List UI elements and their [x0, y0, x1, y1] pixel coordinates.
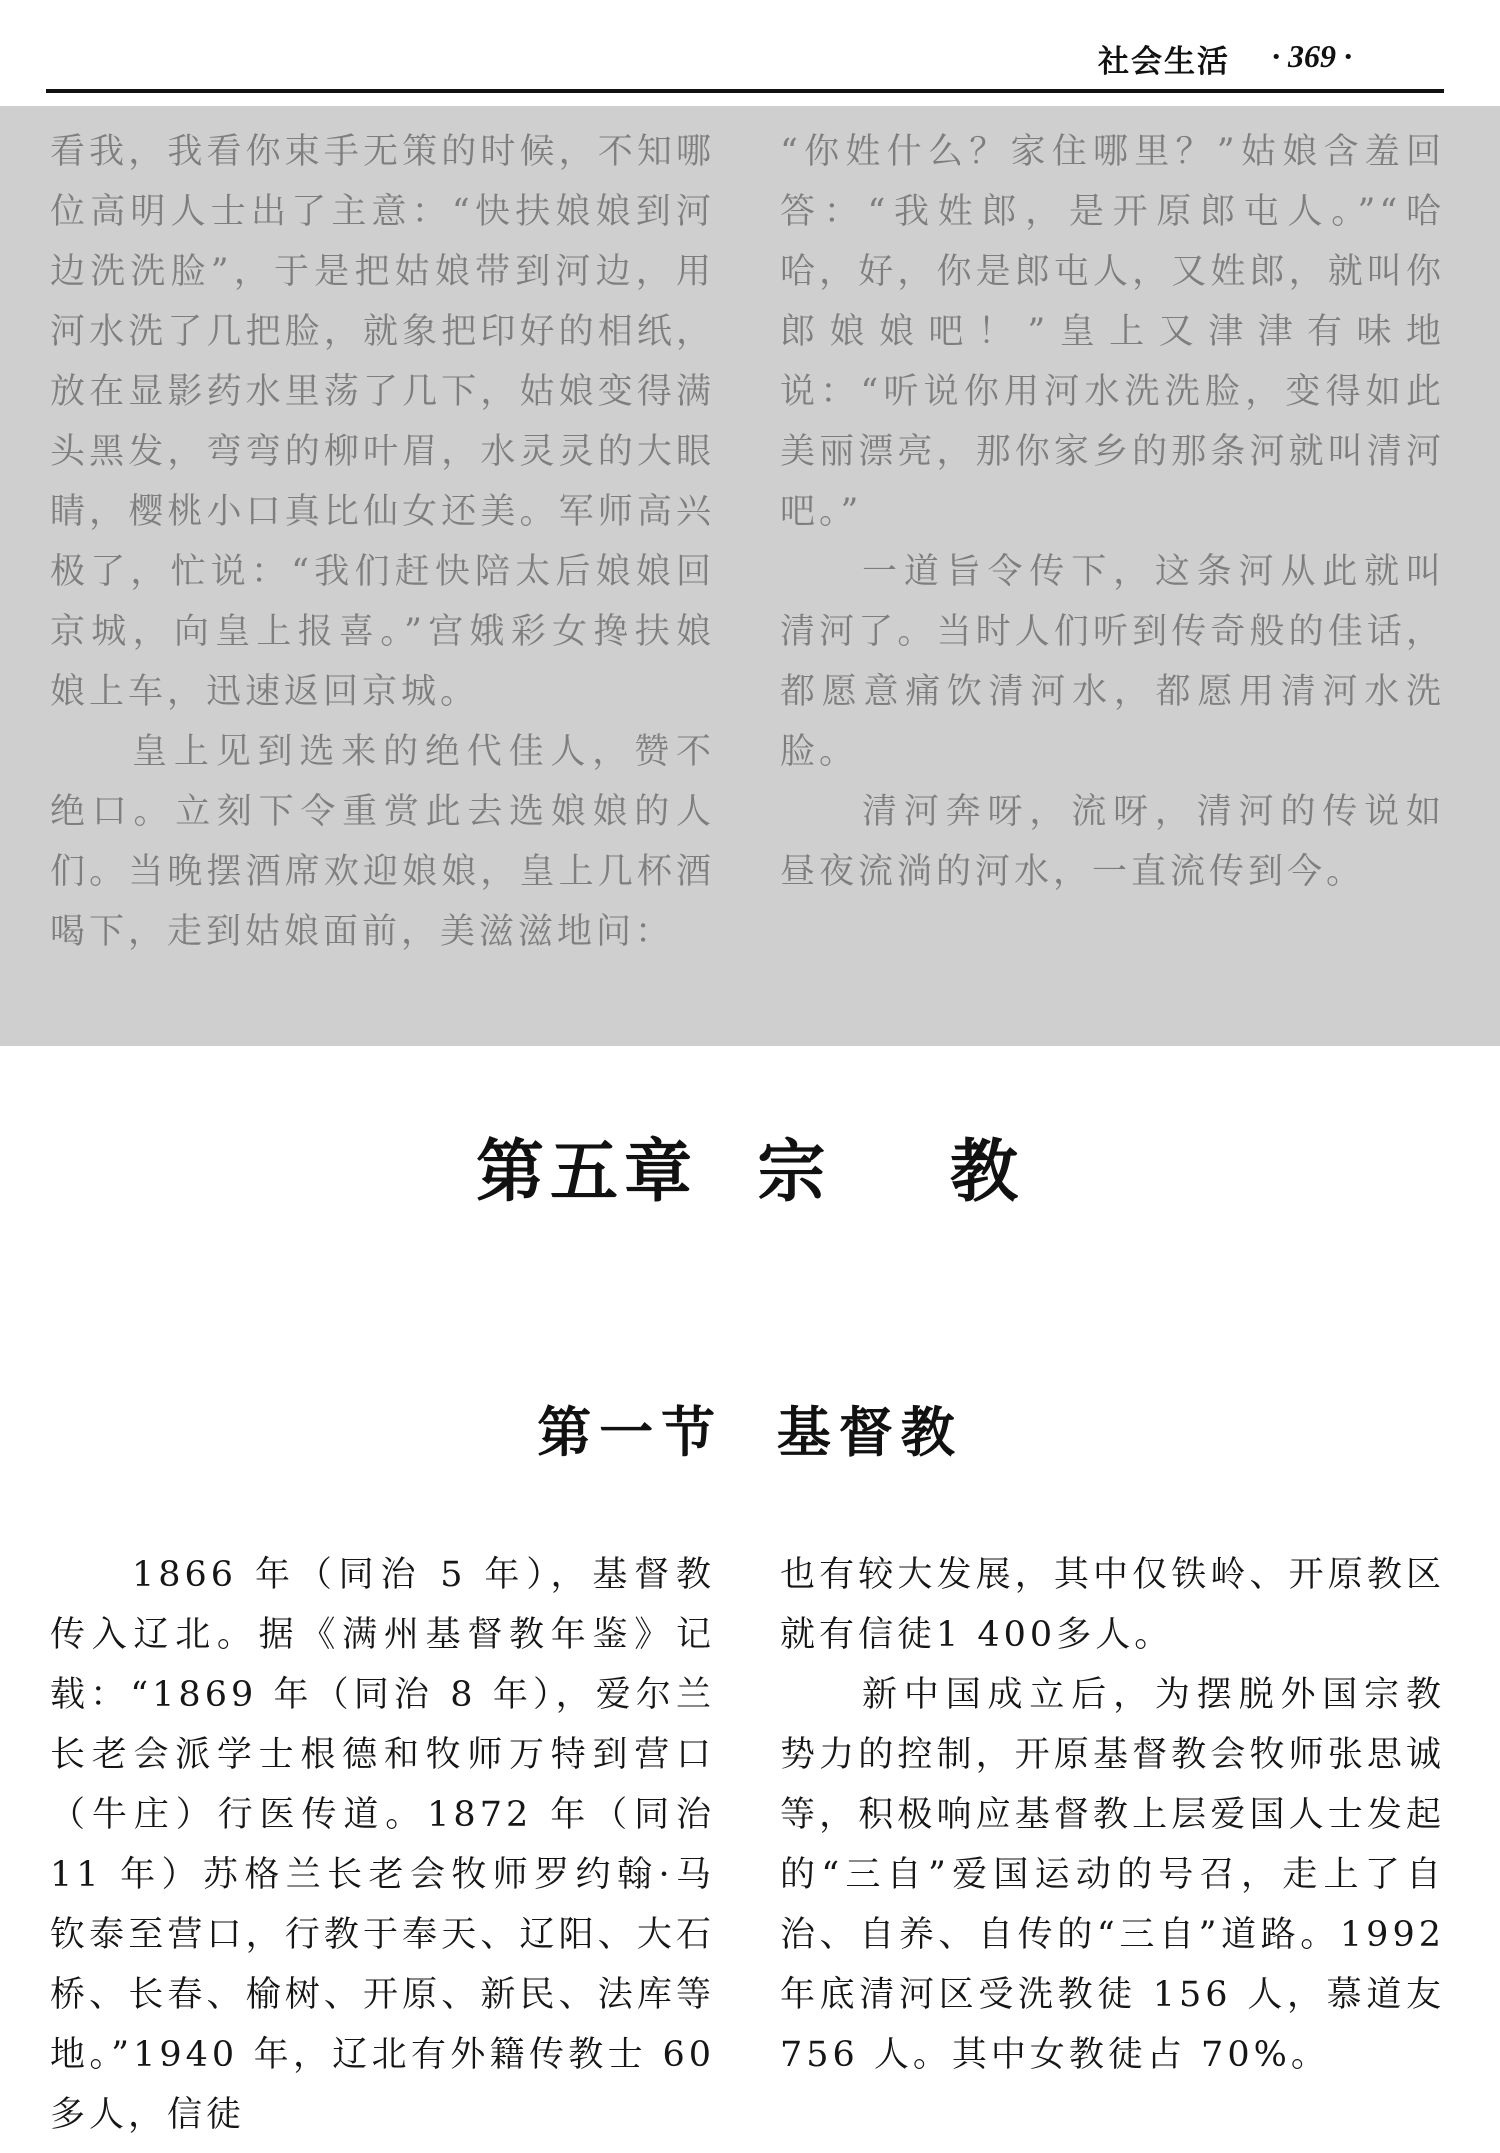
story-paragraph: 皇上见到选来的绝代佳人，赞不绝口。立刻下令重赏此去选娘娘的人们。当晚摆酒席欢迎娘娘，皇上几杯酒喝下，走到姑娘面前，美滋滋地问：	[50, 732, 715, 952]
body-right-column	[780, 1545, 1445, 2085]
section-title: 第一节 基督教	[537, 1400, 963, 1464]
body-paragraph: 也有较大发展，其中仅铁岭、开原教区就有信徒1 400多人。	[780, 1555, 1445, 1655]
page-number: · 369 ·	[1272, 38, 1352, 74]
story-paragraph: “你姓什么？家住哪里？”姑娘含羞回答：“我姓郎，是开原郎屯人。”“哈哈，好，你是郎屯人，又姓郎，就叫你郎娘娘吧！”皇上又津津有味地说：“听说你用河水洗洗脸，变得如此美丽漂亮，那你家乡的那条河就叫清河吧。”	[780, 132, 1445, 532]
body-paragraph: 新中国成立后，为摆脱外国宗教势力的控制，开原基督教会牧师张思诚等，积极响应基督教上层爱国人士发起的“三自”爱国运动的号召，走上了自治、自养、自传的“三自”道路。1992 年底清河区受洗教徒 156 人，慕道友 756 人。其中女教徒占 70%。	[780, 1675, 1445, 2075]
story-left-column	[50, 122, 715, 962]
story-paragraph: 看我，我看你束手无策的时候，不知哪位高明人士出了主意：“快扶娘娘到河边洗洗脸”，于是把姑娘带到河边，用河水洗了几把脸，就象把印好的相纸，放在显影药水里荡了几下，姑娘变得满头黑发，弯弯的柳叶眉，水灵灵的大眼睛，樱桃小口真比仙女还美。军师高兴极了，忙说：“我们赶快陪太后娘娘回京城，向皇上报喜。”宫娥彩女搀扶娘娘上车，迅速返回京城。	[50, 132, 715, 712]
running-head: 社会生活	[1098, 44, 1230, 80]
story-right-column	[780, 122, 1445, 902]
header-rule	[46, 89, 1444, 93]
story-paragraph: 清河奔呀，流呀，清河的传说如昼夜流淌的河水，一直流传到今。	[780, 792, 1445, 892]
chapter-title: 第五章 宗 教	[475, 1133, 1025, 1212]
body-left-column	[50, 1545, 715, 2145]
body-paragraph: 1866 年（同治 5 年），基督教传入辽北。据《满州基督教年鉴》记载：“1869 年（同治 8 年），爱尔兰长老会派学士根德和牧师万特到营口（牛庄）行医传道。1872 年（同治 11 年）苏格兰长老会牧师罗约翰·马钦泰至营口，行教于奉天、辽阳、大石桥、长春、榆树、开原、新民、法库等地。”1940 年，辽北有外籍传教士 60 多人，信徒	[50, 1555, 715, 2135]
story-paragraph: 一道旨令传下，这条河从此就叫清河了。当时人们听到传奇般的佳话，都愿意痛饮清河水，都愿用清河水洗脸。	[780, 552, 1445, 772]
